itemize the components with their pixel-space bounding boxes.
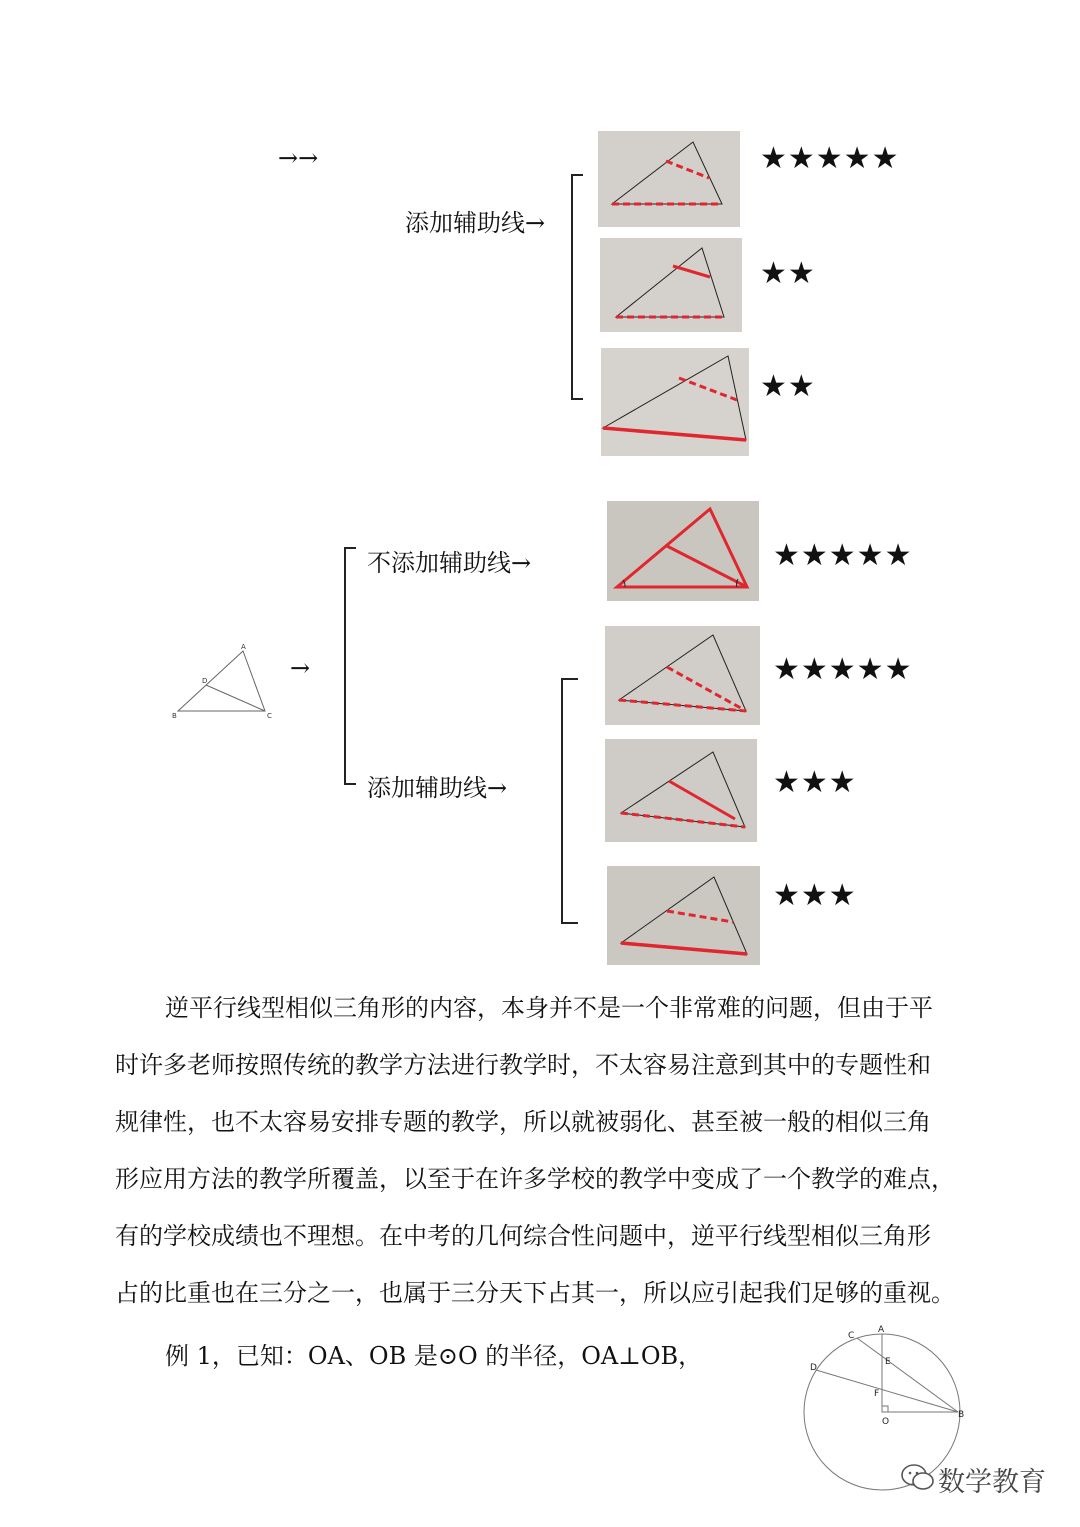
watermark-text: 数学教育 [938,1467,1046,1498]
label-c: C [267,712,272,720]
aux-bracket [561,678,578,924]
aux-label: 添加辅助线→ [367,774,508,802]
rating-1: ★★★★★ [760,141,900,176]
example-1: 例 1，已知：OA、OB 是⊙O 的半径，OA⊥OB， [165,1342,703,1370]
triangle-photo-2 [600,238,742,332]
label-a: A [241,643,246,651]
triangle-diagram-abc [170,640,280,720]
triangle-photo-5 [605,626,760,725]
triangle-photo-3 [601,348,749,456]
group1-bracket [571,174,583,400]
triangle-photo-1 [598,131,740,227]
diagram-arrow: → [290,654,311,682]
body-paragraph [115,980,990,1322]
label-circle-o: O [882,1417,890,1427]
group2-bracket [344,547,356,785]
label-circle-b: B [958,1410,965,1420]
paragraph-line-4: 形应用方法的教学所覆盖，以至于在许多学校的教学中变成了一个教学的难点， [115,1165,955,1193]
paragraph-line-2: 时许多老师按照传统的教学方法进行教学时，不太容易注意到其中的专题性和 [115,1051,931,1079]
triangle-photo-4 [607,501,759,601]
paragraph-line-5: 有的学校成绩也不理想。在中考的几何综合性问题中，逆平行线型相似三角形 [115,1222,931,1250]
wechat-icon [900,1462,936,1494]
label-circle-d: D [810,1363,817,1373]
group1-label: 添加辅助线→ [405,209,546,237]
rating-6: ★★★ [773,765,857,800]
triangle-photo-6 [605,739,757,842]
label-b: B [172,712,177,720]
label-d: D [202,677,208,685]
paragraph-line-1: 逆平行线型相似三角形的内容，本身并不是一个非常难的问题，但由于平 [165,994,933,1022]
rating-3: ★★ [760,369,816,404]
rating-7: ★★★ [773,878,857,913]
label-circle-a: A [878,1325,885,1335]
paragraph-line-6: 占的比重也在三分之一，也属于三分天下占其一，所以应引起我们足够的重视。 [115,1279,955,1307]
label-circle-f: F [874,1389,880,1399]
no-aux-label: 不添加辅助线→ [367,549,532,577]
rating-4: ★★★★★ [773,538,913,573]
rating-5: ★★★★★ [773,652,913,687]
label-circle-c: C [848,1331,855,1341]
top-arrows: →→ [278,144,319,172]
paragraph-line-3: 规律性，也不太容易安排专题的教学，所以就被弱化、甚至被一般的相似三角 [115,1108,931,1136]
triangle-photo-7 [607,866,760,965]
label-circle-e: E [885,1357,891,1367]
rating-2: ★★ [760,256,816,291]
